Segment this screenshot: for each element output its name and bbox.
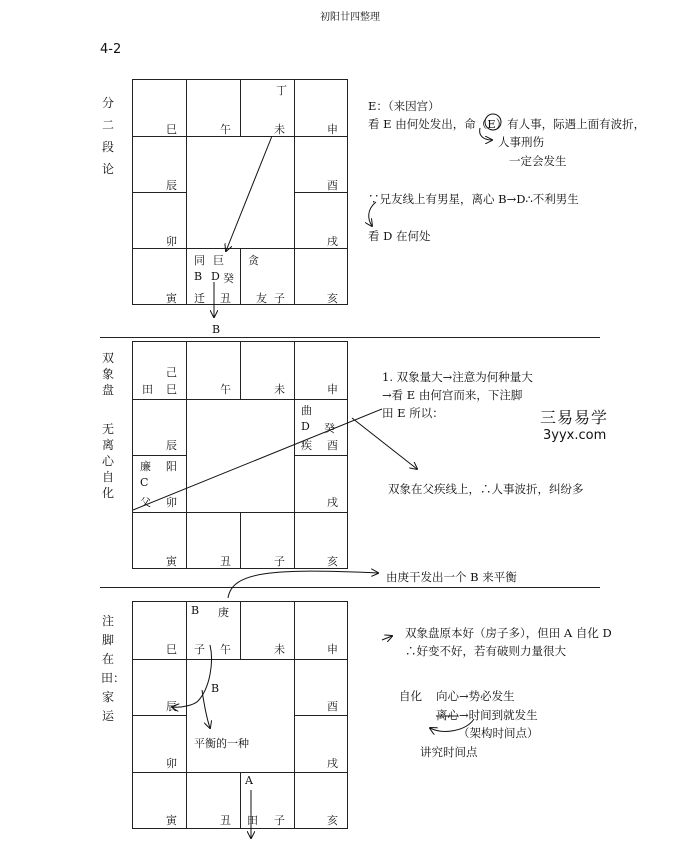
- star-d: D: [301, 420, 310, 433]
- chart-3: [132, 601, 348, 829]
- s1-note-1: E：（来因宫）: [368, 99, 440, 113]
- s3-note-2: ∴好变不好，若有破则力量很大: [405, 644, 566, 658]
- branch-mao: 卯: [166, 496, 177, 509]
- star-yang: 阳: [166, 460, 177, 473]
- branch-zi: 子: [274, 555, 285, 568]
- branch-chen: 辰: [166, 439, 177, 452]
- watermark-title: 三易易学: [540, 408, 609, 427]
- s3-note-1: 双象盘原本好（房子多），但田 A 自化 D: [405, 626, 612, 640]
- branch-you: 酉: [327, 439, 338, 452]
- star-gui: 癸: [324, 422, 335, 435]
- s1-note-4: 一定会发生: [509, 154, 567, 168]
- branch-hai: 亥: [327, 555, 338, 568]
- star-gui: 癸: [223, 272, 234, 285]
- s2-note-5: 由庚干发出一个 B 来平衡: [386, 570, 517, 584]
- branch-wu: 午: [220, 643, 231, 656]
- s3-note-5: 离心→时间到就发生: [436, 708, 538, 722]
- branch-xu: 戌: [327, 496, 338, 509]
- star-c: C: [140, 476, 149, 489]
- star-ji-top: 己: [166, 366, 177, 379]
- branch-mao: 卯: [166, 235, 177, 248]
- branch-yin: 寅: [166, 814, 177, 827]
- page-id: 4-2: [100, 42, 122, 57]
- branch-si: 巳: [166, 123, 177, 136]
- branch-wei: 未: [274, 383, 285, 396]
- chart-2: [132, 341, 348, 569]
- branch-shen: 申: [327, 123, 338, 136]
- arrow-label-b: B: [212, 323, 221, 336]
- branch-chou: 丑: [220, 555, 231, 568]
- branch-zi: 子: [274, 292, 285, 305]
- star-a: A: [245, 774, 253, 787]
- star-b: B: [191, 604, 200, 617]
- star-geng: 庚: [218, 606, 229, 619]
- page-header: 初阳廿四整理: [320, 12, 380, 23]
- palace-zi: 子: [194, 643, 205, 656]
- s3-note-6: （架构时间点）: [458, 726, 539, 740]
- palace-tian: 田: [142, 383, 153, 396]
- branch-chen: 辰: [166, 700, 177, 713]
- star-tong: 同: [194, 254, 205, 267]
- branch-yin: 寅: [166, 555, 177, 568]
- arrow-geng-b: [228, 571, 378, 598]
- branch-zi: 子: [274, 814, 285, 827]
- s1-note-2: 看 E 由何处发出，命（E）有人事，际遇上面有波折，: [368, 117, 646, 131]
- inner-label: 平衡的一种: [194, 737, 249, 750]
- watermark-url: 3yyx.com: [543, 428, 607, 443]
- branch-chou: 丑: [220, 814, 231, 827]
- s1-note-5: ∵兄友线上有男星，离心 B→D∴不利男生: [368, 192, 579, 206]
- section3-side-label: 注脚在田：家运: [101, 614, 126, 723]
- star-b: B: [194, 270, 203, 283]
- branch-you: 酉: [327, 700, 338, 713]
- star-ding: 丁: [276, 84, 287, 97]
- s3-note-7: 讲究时间点: [420, 745, 478, 759]
- chart-1: [132, 79, 348, 305]
- branch-wei: 未: [274, 123, 285, 136]
- branch-shen: 申: [327, 383, 338, 396]
- branch-wu: 午: [220, 383, 231, 396]
- s2-note-1: 1. 双象量大→注意为何种量大: [382, 370, 533, 384]
- s1-note-3: 人事刑伤: [498, 135, 544, 149]
- branch-xu: 戌: [327, 757, 338, 770]
- star-d: D: [211, 270, 220, 283]
- branch-chou: 丑: [220, 292, 231, 305]
- section1-side-label: 分二段论: [101, 96, 114, 176]
- palace-fu: 父: [140, 496, 151, 509]
- branch-you: 酉: [327, 179, 338, 192]
- branch-si: 巳: [166, 643, 177, 656]
- branch-shen: 申: [327, 643, 338, 656]
- arrow-to-parent-illness: [352, 418, 417, 469]
- palace-you: 友: [256, 292, 267, 305]
- palace-tian: 田: [247, 814, 258, 827]
- s3-note-4: 向心→势必发生: [436, 689, 515, 703]
- branch-xu: 戌: [327, 235, 338, 248]
- separator-1: [100, 337, 600, 338]
- arrow-pointer: [382, 636, 392, 640]
- star-qu: 曲: [301, 404, 312, 417]
- star-ju: 巨: [213, 254, 224, 267]
- branch-wei: 未: [274, 643, 285, 656]
- palace-ji: 疾: [301, 439, 312, 452]
- palace-qian: 迁: [194, 292, 205, 305]
- s1-note-6: 看 D 在何处: [368, 229, 431, 243]
- s2-note-3: 田 E 所以：: [382, 406, 444, 420]
- star-b2: B: [211, 682, 220, 695]
- s2-note-2: →看 E 由何宫而来，下注脚: [382, 388, 523, 402]
- branch-wu: 午: [220, 123, 231, 136]
- separator-2: [100, 587, 600, 588]
- s3-note-3: 自化: [399, 689, 422, 703]
- branch-mao: 卯: [166, 757, 177, 770]
- section2-side-label-b: 无离心自化: [101, 422, 114, 500]
- branch-si: 巳: [166, 383, 177, 396]
- branch-yin: 寅: [166, 292, 177, 305]
- section2-side-label-a: 双象盘: [101, 351, 114, 397]
- branch-hai: 亥: [327, 292, 338, 305]
- branch-chen: 辰: [166, 179, 177, 192]
- branch-hai: 亥: [327, 814, 338, 827]
- star-lian: 廉: [140, 460, 151, 473]
- star-tan: 贪: [248, 254, 259, 267]
- s2-note-4: 双象在父疾线上，∴人事波折，纠纷多: [388, 482, 584, 496]
